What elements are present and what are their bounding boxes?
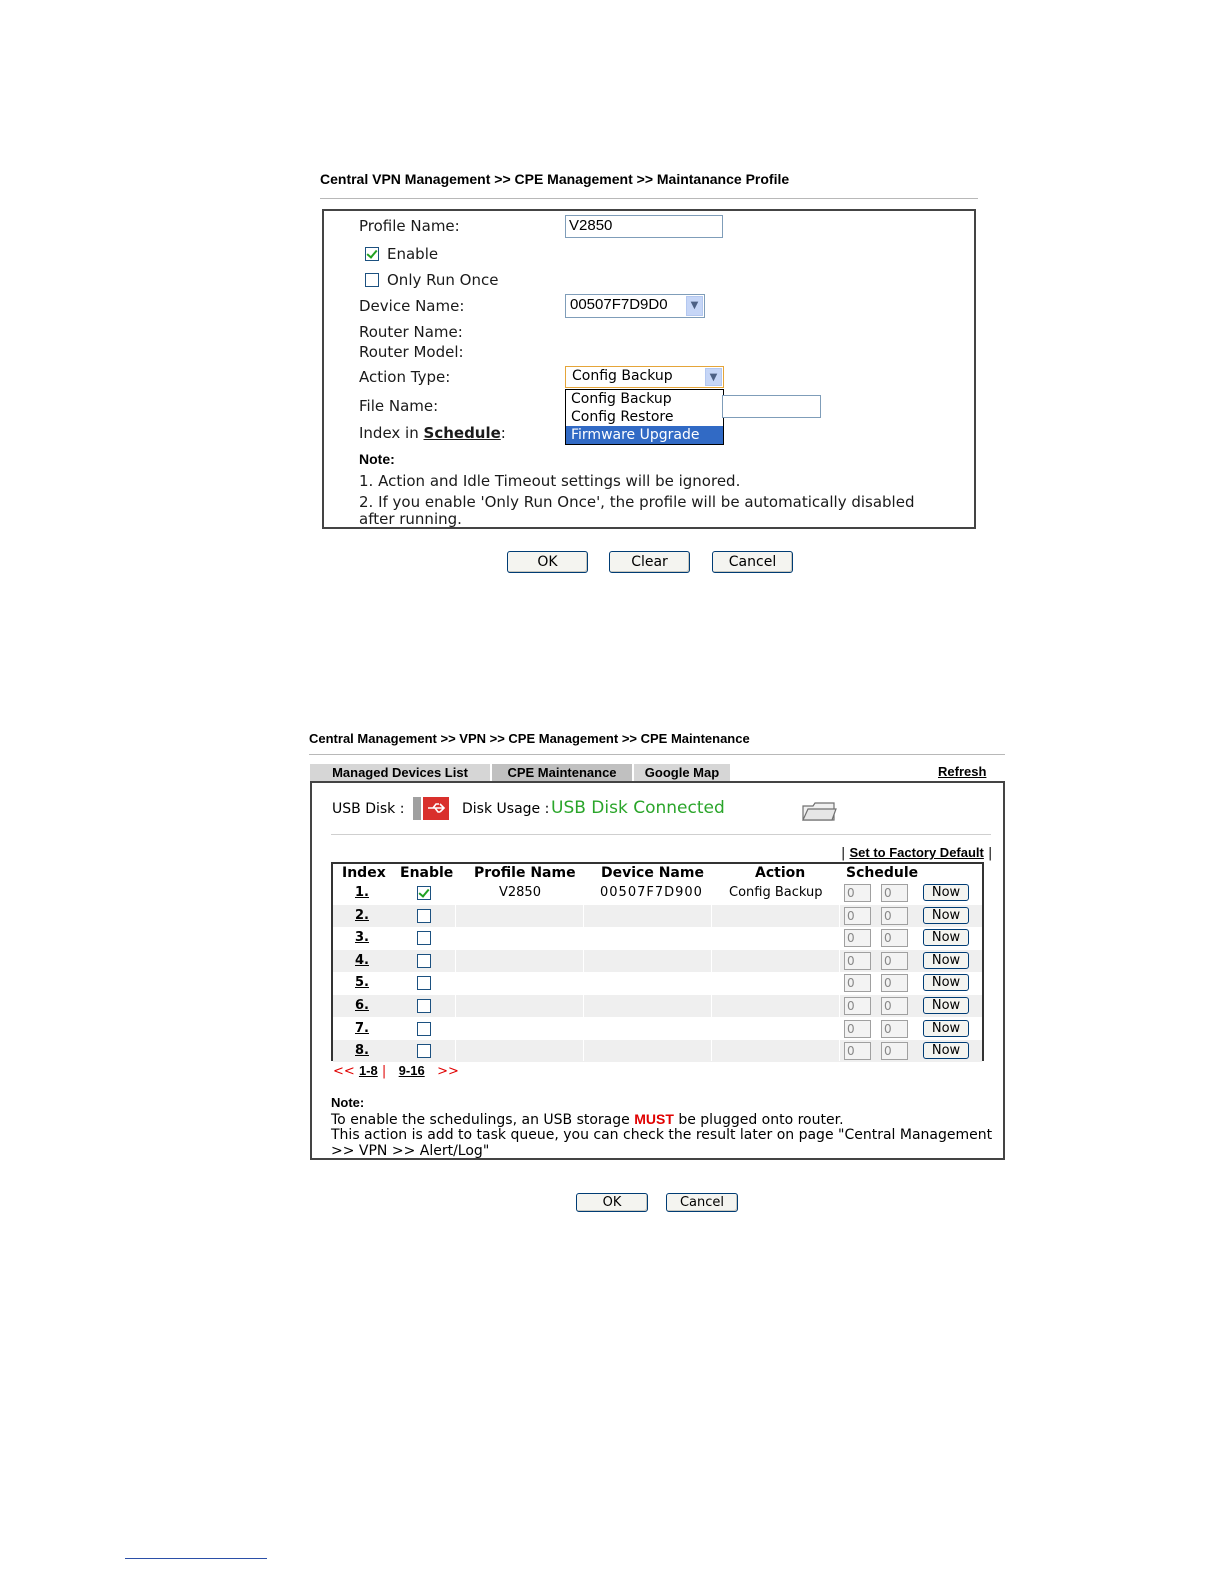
row-enable-checkbox[interactable] bbox=[417, 1044, 431, 1058]
row-index-link[interactable]: 6. bbox=[355, 998, 369, 1013]
row-enable-checkbox[interactable] bbox=[417, 999, 431, 1013]
row-schedule-field-2[interactable]: 0 bbox=[881, 907, 908, 925]
col-action: Action bbox=[755, 865, 806, 881]
index-prefix: Index in bbox=[359, 424, 424, 442]
only-run-once-checkbox[interactable] bbox=[365, 273, 379, 287]
row-now-button[interactable]: Now bbox=[923, 884, 969, 901]
col-profile-name: Profile Name bbox=[474, 865, 576, 881]
pager-prev[interactable]: << bbox=[333, 1064, 355, 1079]
row-schedule-field-1[interactable]: 0 bbox=[844, 1020, 871, 1038]
row-schedule-field-2[interactable]: 0 bbox=[881, 997, 908, 1015]
pager-next[interactable]: >> bbox=[437, 1064, 459, 1079]
file-name-input[interactable] bbox=[722, 395, 821, 418]
ok-button-2[interactable]: OK bbox=[576, 1193, 648, 1212]
row-index-link[interactable]: 5. bbox=[355, 975, 369, 991]
usb-divider bbox=[331, 834, 991, 835]
pager-separator: | bbox=[381, 1064, 387, 1079]
row-index-link[interactable]: 4. bbox=[355, 952, 369, 968]
clear-button[interactable]: Clear bbox=[609, 551, 690, 573]
note-title: Note: bbox=[359, 451, 395, 467]
note-line-2: 2. If you enable 'Only Run Once', the profile will be automatically disabled bbox=[359, 493, 915, 511]
row-schedule-field-1[interactable]: 0 bbox=[844, 974, 871, 992]
router-model-label: Router Model: bbox=[359, 343, 464, 361]
title-divider-2 bbox=[309, 754, 1005, 755]
row-index-link[interactable]: 8. bbox=[355, 1043, 369, 1059]
tab-cpe-maintenance[interactable]: CPE Maintenance bbox=[492, 764, 632, 781]
note-title-2: Note: bbox=[331, 1095, 365, 1110]
action-type-label: Action Type: bbox=[359, 368, 451, 386]
note-line-queue: This action is add to task queue, you can check the result later on page "Central Management bbox=[331, 1127, 993, 1143]
router-name-label: Router Name: bbox=[359, 323, 463, 341]
option-firmware-upgrade[interactable]: Firmware Upgrade bbox=[566, 426, 723, 444]
row-enable-checkbox[interactable] bbox=[417, 931, 431, 945]
row-index-link[interactable]: 3. bbox=[355, 930, 369, 946]
only-run-once-label: Only Run Once bbox=[387, 271, 499, 289]
row-now-button[interactable]: Now bbox=[923, 997, 969, 1014]
device-name-select[interactable] bbox=[565, 294, 705, 318]
column-separator bbox=[455, 884, 456, 1061]
row-now-button[interactable]: Now bbox=[923, 907, 969, 924]
row-action: Config Backup bbox=[729, 885, 823, 900]
row-schedule-field-2[interactable]: 0 bbox=[881, 929, 908, 947]
row-schedule-field-2[interactable]: 0 bbox=[881, 1020, 908, 1038]
column-separator bbox=[583, 884, 584, 1061]
pager-page-9-16[interactable]: 9-16 bbox=[398, 1063, 425, 1078]
pager-page-1-8[interactable]: 1-8 bbox=[358, 1063, 378, 1078]
footnote-rule bbox=[125, 1558, 267, 1559]
row-profile-name: V2850 bbox=[499, 885, 541, 900]
tab-bar bbox=[310, 764, 1004, 781]
col-enable: Enable bbox=[400, 865, 454, 881]
cancel-button[interactable]: Cancel bbox=[712, 551, 793, 573]
ok-button[interactable]: OK bbox=[507, 551, 588, 573]
enable-label: Enable bbox=[387, 245, 439, 263]
title-divider bbox=[320, 198, 978, 199]
row-now-button[interactable]: Now bbox=[923, 952, 969, 969]
tab-managed-devices-list[interactable]: Managed Devices List bbox=[310, 764, 490, 781]
pipe-left: | bbox=[841, 846, 850, 861]
chevron-down-icon[interactable]: ▼ bbox=[705, 368, 722, 386]
table-row bbox=[333, 905, 982, 927]
row-device-name: 00507F7D900 bbox=[600, 885, 703, 900]
device-name-value: 00507F7D9D0 bbox=[570, 296, 668, 313]
row-schedule-field-2[interactable]: 0 bbox=[881, 1042, 908, 1060]
table-row bbox=[333, 950, 982, 972]
note-must: MUST bbox=[634, 1111, 674, 1127]
row-index-link[interactable]: 1. bbox=[355, 885, 369, 900]
note-line-1: 1. Action and Idle Timeout settings will be ignored. bbox=[359, 472, 741, 490]
note-line-usb bbox=[331, 1111, 844, 1128]
index-suffix: : bbox=[500, 424, 506, 442]
row-enable-checkbox[interactable] bbox=[417, 1022, 431, 1036]
table-row bbox=[333, 1040, 982, 1062]
maintenance-table bbox=[331, 862, 984, 1061]
row-now-button[interactable]: Now bbox=[923, 929, 969, 946]
set-factory-default-link[interactable]: Set to Factory Default bbox=[849, 845, 984, 860]
folder-icon[interactable] bbox=[801, 798, 837, 822]
refresh-link[interactable]: Refresh bbox=[938, 764, 987, 779]
row-index-link[interactable]: 7. bbox=[355, 1020, 369, 1036]
note-usb-a: To enable the schedulings, an USB storage bbox=[331, 1112, 635, 1128]
row-schedule-field-1[interactable]: 0 bbox=[844, 907, 871, 925]
cancel-button-2[interactable]: Cancel bbox=[666, 1193, 738, 1212]
note-line-alert-log: >> VPN >> Alert/Log" bbox=[331, 1143, 490, 1159]
device-name-label: Device Name: bbox=[359, 297, 465, 315]
row-schedule-field-2[interactable]: 0 bbox=[881, 884, 908, 902]
col-index: Index bbox=[342, 865, 386, 881]
row-schedule-field-2[interactable]: 0 bbox=[881, 952, 908, 970]
col-schedule: Schedule bbox=[846, 865, 919, 881]
action-type-dropdown bbox=[565, 389, 724, 445]
disk-usage-value: USB Disk Connected bbox=[551, 798, 725, 818]
row-now-button[interactable]: Now bbox=[923, 974, 969, 991]
row-now-button[interactable]: Now bbox=[923, 1020, 969, 1037]
usb-disk-icon bbox=[413, 797, 449, 820]
factory-default-bar bbox=[841, 845, 992, 861]
index-in-schedule-label bbox=[359, 424, 506, 442]
row-enable-checkbox[interactable] bbox=[417, 886, 431, 900]
table-row bbox=[333, 995, 982, 1017]
row-enable-checkbox[interactable] bbox=[417, 954, 431, 968]
pager bbox=[333, 1063, 459, 1079]
row-schedule-field-1[interactable]: 0 bbox=[844, 952, 871, 970]
row-schedule-field-1[interactable]: 0 bbox=[844, 929, 871, 947]
table-row bbox=[333, 972, 982, 994]
column-separator bbox=[839, 884, 840, 1061]
row-enable-checkbox[interactable] bbox=[417, 976, 431, 990]
file-name-label: File Name: bbox=[359, 397, 439, 415]
row-schedule-field-1[interactable]: 0 bbox=[844, 884, 871, 902]
note-usb-c: be plugged onto router. bbox=[673, 1112, 844, 1128]
page-title-2: Central Management >> VPN >> CPE Management >> CPE Maintenance bbox=[309, 731, 750, 746]
row-schedule-field-1[interactable]: 0 bbox=[844, 1042, 871, 1060]
disk-usage-label: Disk Usage : bbox=[462, 801, 550, 817]
usb-disk-label: USB Disk : bbox=[332, 801, 405, 817]
action-type-select[interactable] bbox=[565, 366, 724, 388]
col-device-name: Device Name bbox=[601, 865, 704, 881]
column-separator bbox=[711, 884, 712, 1061]
option-config-backup[interactable]: Config Backup bbox=[571, 391, 672, 407]
table-row bbox=[333, 1018, 982, 1040]
option-config-restore[interactable]: Config Restore bbox=[571, 409, 674, 425]
row-enable-checkbox[interactable] bbox=[417, 909, 431, 923]
row-schedule-field-1[interactable]: 0 bbox=[844, 997, 871, 1015]
row-now-button[interactable]: Now bbox=[923, 1042, 969, 1059]
profile-name-input[interactable]: V2850 bbox=[565, 215, 723, 238]
note-line-3: after running. bbox=[359, 510, 462, 528]
table-row bbox=[333, 927, 982, 949]
row-index-link[interactable]: 2. bbox=[355, 907, 369, 923]
profile-name-label: Profile Name: bbox=[359, 217, 460, 235]
row-schedule-field-2[interactable]: 0 bbox=[881, 974, 908, 992]
page-title: Central VPN Management >> CPE Management >> Maintanance Profile bbox=[320, 171, 790, 187]
tab-google-map[interactable]: Google Map bbox=[634, 764, 730, 781]
schedule-link[interactable]: Schedule bbox=[423, 424, 501, 442]
pipe-right: | bbox=[983, 846, 993, 861]
enable-checkbox[interactable] bbox=[365, 247, 379, 261]
action-type-value: Config Backup bbox=[572, 368, 673, 384]
table-row bbox=[333, 882, 982, 904]
chevron-down-icon[interactable]: ▼ bbox=[686, 296, 703, 316]
